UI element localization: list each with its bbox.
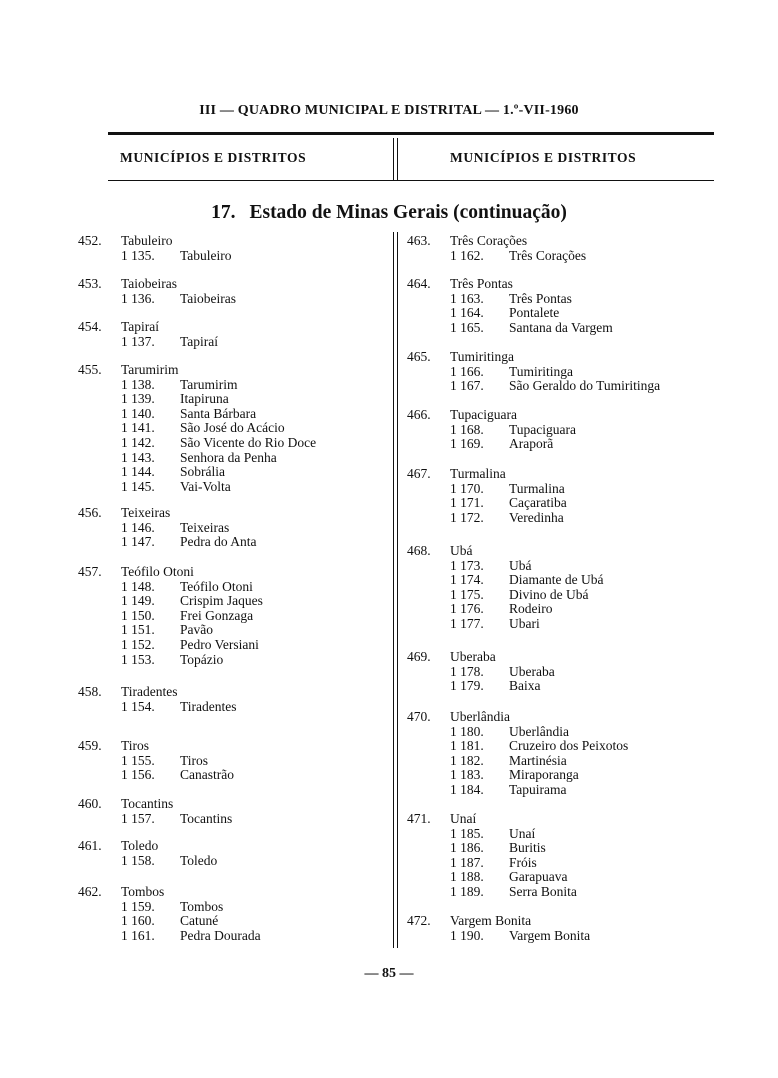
district-name: Tiros: [180, 752, 209, 768]
district-code: 1 158.: [121, 852, 155, 868]
district-name: Veredinha: [509, 509, 564, 525]
column-divider: [397, 232, 398, 948]
municipality-entry: [78, 885, 388, 943]
district-name: Canastrão: [180, 767, 234, 783]
district-code: 1 135.: [121, 247, 155, 263]
municipality-name: Tombos: [121, 884, 165, 899]
column-heading-left: MUNICÍPIOS E DISTRITOS: [120, 150, 307, 165]
municipality-name: Tabuleiro: [121, 233, 173, 248]
district-code: 1 186.: [450, 840, 484, 856]
municipality-name: Tarumirim: [121, 362, 179, 377]
district-code: 1 171.: [450, 495, 484, 511]
municipality-entry: [407, 650, 712, 694]
district-code: 1 144.: [121, 464, 155, 480]
municipality-name: Ubá: [450, 543, 473, 558]
municipality-number: 465.: [407, 349, 431, 364]
district-row: [407, 511, 712, 526]
municipality-name: Teófilo Otoni: [121, 564, 194, 579]
municipality-entry: [407, 544, 712, 632]
municipality-name: Tapiraí: [121, 319, 160, 334]
district-name: Três Corações: [509, 247, 587, 263]
district-row: [407, 665, 712, 680]
district-name: Senhora da Penha: [180, 449, 277, 465]
district-name: Tumiritinga: [509, 363, 574, 379]
municipality-number: 470.: [407, 709, 431, 724]
district-code: 1 177.: [450, 615, 484, 631]
district-code: 1 140.: [121, 405, 155, 421]
district-code: 1 161.: [121, 927, 155, 943]
district-code: 1 157.: [121, 810, 155, 826]
district-row: [407, 827, 712, 842]
district-name: Vargem Bonita: [509, 927, 591, 943]
district-code: 1 185.: [450, 825, 484, 841]
municipality-number: 462.: [78, 884, 102, 899]
municipality-entry: [78, 839, 388, 868]
district-code: 1 162.: [450, 247, 484, 263]
district-name: Cruzeiro dos Peixotos: [509, 738, 629, 754]
district-name: Pavão: [180, 622, 213, 638]
district-code: 1 137.: [121, 333, 155, 349]
municipality-entry: [407, 812, 712, 900]
municipality-number: 455.: [78, 362, 102, 377]
district-code: 1 152.: [121, 636, 155, 652]
municipality-number: 460.: [78, 796, 102, 811]
district-code: 1 159.: [121, 898, 155, 914]
page-number: — 85 —: [364, 966, 414, 981]
municipality-name: Toledo: [121, 838, 159, 853]
municipality-number: 453.: [78, 276, 102, 291]
district-name: Garapuava: [509, 869, 568, 885]
municipality-entry: [78, 234, 388, 263]
district-name: Pedra Dourada: [180, 927, 261, 943]
district-code: 1 163.: [450, 290, 484, 306]
municipality-entry: [78, 739, 388, 783]
municipality-number: 468.: [407, 543, 431, 558]
municipality-entry: [407, 408, 712, 452]
district-code: 1 153.: [121, 651, 155, 667]
municipality-name: Tupaciguara: [450, 407, 517, 422]
district-row: [407, 482, 712, 497]
district-code: 1 145.: [121, 478, 155, 494]
district-code: 1 181.: [450, 738, 484, 754]
district-code: 1 156.: [121, 767, 155, 783]
district-code: 1 178.: [450, 663, 484, 679]
district-row: [407, 496, 712, 511]
municipality-entry: [78, 506, 388, 550]
district-code: 1 143.: [121, 449, 155, 465]
municipality-number: 452.: [78, 233, 102, 248]
district-name: Tabuleiro: [180, 247, 232, 263]
district-code: 1 147.: [121, 534, 155, 550]
column-divider: [397, 138, 398, 180]
district-name: Baixa: [509, 678, 541, 694]
municipality-entry: [78, 277, 388, 306]
district-row: [407, 725, 712, 740]
district-row: [78, 929, 388, 944]
district-code: 1 169.: [450, 436, 484, 452]
district-name: Pedra do Anta: [180, 534, 257, 550]
district-row: [407, 559, 712, 574]
district-code: 1 151.: [121, 622, 155, 638]
district-code: 1 182.: [450, 752, 484, 768]
district-name: Três Pontas: [509, 290, 572, 306]
district-code: 1 189.: [450, 883, 484, 899]
district-row: [407, 929, 712, 944]
district-code: 1 184.: [450, 781, 484, 797]
district-code: 1 148.: [121, 578, 155, 594]
district-row: [78, 900, 388, 915]
district-code: 1 175.: [450, 586, 484, 602]
district-code: 1 183.: [450, 767, 484, 783]
municipality-number: 457.: [78, 564, 102, 579]
district-name: Divino de Ubá: [509, 586, 589, 602]
district-name: Santa Bárbara: [180, 405, 257, 421]
district-name: Toledo: [180, 852, 218, 868]
municipality-entry: [407, 234, 712, 263]
municipality-name: Uberaba: [450, 649, 496, 664]
district-row: [407, 292, 712, 307]
district-name: Tupaciguara: [509, 421, 576, 437]
district-name: Sobrália: [180, 464, 225, 480]
section-number: 17.: [211, 202, 236, 223]
district-name: Teixeiras: [180, 519, 230, 535]
municipality-number: 464.: [407, 276, 431, 291]
district-row: [78, 580, 388, 595]
district-row: [78, 914, 388, 929]
district-name: Crispim Jaques: [180, 593, 263, 609]
district-name: Catuné: [180, 913, 219, 929]
municipality-entry: [78, 565, 388, 667]
district-name: São Vicente do Rio Doce: [180, 434, 317, 450]
municipality-number: 459.: [78, 738, 102, 753]
municipality-name: Tiradentes: [121, 684, 178, 699]
municipality-name: Tumiritinga: [450, 349, 515, 364]
district-name: Martinésia: [509, 752, 567, 768]
district-name: Turmalina: [509, 480, 565, 496]
municipality-entry: [78, 797, 388, 826]
municipality-entry: [78, 320, 388, 349]
district-name: Uberaba: [509, 663, 555, 679]
district-row: [407, 588, 712, 603]
district-name: Tombos: [180, 898, 224, 914]
section-name: Estado de Minas Gerais (continuação): [249, 202, 567, 223]
district-name: Tocantins: [180, 810, 233, 826]
district-row: [407, 679, 712, 694]
district-name: São José do Acácio: [180, 420, 285, 436]
district-name: Diamante de Ubá: [509, 572, 604, 588]
district-code: 1 154.: [121, 698, 155, 714]
district-row: [407, 437, 712, 452]
municipality-number: 471.: [407, 811, 431, 826]
district-row: [407, 602, 712, 617]
district-name: Vai-Volta: [180, 478, 231, 494]
district-row: [407, 754, 712, 769]
municipality-name: Teixeiras: [121, 505, 171, 520]
district-row: [407, 617, 712, 632]
district-row: [407, 365, 712, 380]
district-name: Ubari: [509, 615, 540, 631]
district-code: 1 180.: [450, 723, 484, 739]
district-row: [78, 653, 388, 668]
district-code: 1 176.: [450, 601, 484, 617]
municipality-name: Três Corações: [450, 233, 528, 248]
district-code: 1 138.: [121, 376, 155, 392]
district-code: 1 187.: [450, 854, 484, 870]
district-code: 1 190.: [450, 927, 484, 943]
municipality-entry: [407, 467, 712, 525]
district-code: 1 179.: [450, 678, 484, 694]
municipality-number: 458.: [78, 684, 102, 699]
district-code: 1 173.: [450, 557, 484, 573]
district-row: [407, 423, 712, 438]
municipality-entry: [407, 710, 712, 798]
district-row: [407, 783, 712, 798]
district-row: [407, 885, 712, 900]
column-divider: [393, 232, 394, 948]
district-row: [78, 335, 388, 350]
district-name: Uberlândia: [509, 723, 569, 739]
district-code: 1 155.: [121, 752, 155, 768]
district-row: [78, 407, 388, 422]
district-code: 1 188.: [450, 869, 484, 885]
district-code: 1 141.: [121, 420, 155, 436]
district-name: Tapuirama: [509, 781, 567, 797]
district-name: Pontalete: [509, 305, 560, 321]
district-name: Tapiraí: [180, 333, 219, 349]
district-name: Araporã: [509, 436, 554, 452]
district-row: [78, 378, 388, 393]
district-code: 1 139.: [121, 391, 155, 407]
district-name: Pedro Versiani: [180, 636, 259, 652]
district-row: [78, 480, 388, 495]
district-code: 1 172.: [450, 509, 484, 525]
district-name: Tiradentes: [180, 698, 237, 714]
district-row: [407, 856, 712, 871]
district-row: [407, 306, 712, 321]
district-name: Taiobeiras: [180, 290, 237, 306]
district-code: 1 167.: [450, 378, 484, 394]
district-code: 1 146.: [121, 519, 155, 535]
district-row: [78, 292, 388, 307]
municipality-number: 472.: [407, 913, 431, 928]
district-row: [78, 768, 388, 783]
district-name: Rodeiro: [509, 601, 553, 617]
district-name: Miraporanga: [509, 767, 579, 783]
district-code: 1 136.: [121, 290, 155, 306]
municipality-entry: [407, 914, 712, 943]
district-name: Teófilo Otoni: [180, 578, 253, 594]
municipality-entry: [78, 363, 388, 494]
district-row: [78, 854, 388, 869]
district-name: Serra Bonita: [509, 883, 577, 899]
municipality-name: Vargem Bonita: [450, 913, 532, 928]
district-name: Fróis: [509, 854, 537, 870]
district-row: [78, 638, 388, 653]
district-row: [78, 465, 388, 480]
district-row: [78, 754, 388, 769]
district-name: Itapiruna: [180, 391, 229, 407]
district-row: [78, 421, 388, 436]
district-code: 1 165.: [450, 319, 484, 335]
district-row: [78, 535, 388, 550]
district-row: [78, 609, 388, 624]
district-code: 1 150.: [121, 607, 155, 623]
district-row: [407, 870, 712, 885]
district-name: Santana da Vargem: [509, 319, 613, 335]
heading-rule: [108, 180, 714, 181]
municipality-name: Unaí: [450, 811, 477, 826]
district-name: Ubá: [509, 557, 532, 573]
district-row: [407, 379, 712, 394]
municipality-number: 456.: [78, 505, 102, 520]
header-rule: [108, 132, 714, 135]
district-name: Frei Gonzaga: [180, 607, 254, 623]
district-name: Buritis: [509, 840, 546, 856]
district-row: [78, 812, 388, 827]
district-row: [78, 249, 388, 264]
district-code: 1 142.: [121, 434, 155, 450]
municipality-name: Uberlândia: [450, 709, 510, 724]
district-name: Unaí: [509, 825, 536, 841]
column-heading-right: MUNICÍPIOS E DISTRITOS: [450, 150, 637, 165]
running-title: III — QUADRO MUNICIPAL E DISTRITAL — 1.º-VII-1960: [199, 103, 579, 118]
district-code: 1 174.: [450, 572, 484, 588]
district-row: [407, 841, 712, 856]
municipality-number: 469.: [407, 649, 431, 664]
district-row: [407, 768, 712, 783]
district-row: [407, 573, 712, 588]
district-code: 1 164.: [450, 305, 484, 321]
district-code: 1 168.: [450, 421, 484, 437]
district-row: [78, 451, 388, 466]
district-name: Topázio: [180, 651, 224, 667]
district-row: [407, 321, 712, 336]
district-row: [78, 521, 388, 536]
district-row: [78, 623, 388, 638]
municipality-name: Turmalina: [450, 466, 506, 481]
district-row: [407, 739, 712, 754]
district-row: [407, 249, 712, 264]
district-row: [78, 436, 388, 451]
municipality-entry: [407, 350, 712, 394]
municipality-number: 467.: [407, 466, 431, 481]
municipality-number: 454.: [78, 319, 102, 334]
district-code: 1 160.: [121, 913, 155, 929]
municipality-entry: [407, 277, 712, 335]
district-row: [78, 700, 388, 715]
district-code: 1 170.: [450, 480, 484, 496]
municipality-number: 461.: [78, 838, 102, 853]
municipality-number: 466.: [407, 407, 431, 422]
municipality-name: Taiobeiras: [121, 276, 178, 291]
municipality-entry: [78, 685, 388, 714]
district-row: [78, 392, 388, 407]
district-code: 1 149.: [121, 593, 155, 609]
district-code: 1 166.: [450, 363, 484, 379]
section-title: [0, 202, 778, 224]
municipality-name: Três Pontas: [450, 276, 513, 291]
municipality-number: 463.: [407, 233, 431, 248]
municipality-name: Tocantins: [121, 796, 174, 811]
district-name: São Geraldo do Tumiritinga: [509, 378, 661, 394]
municipality-name: Tiros: [121, 738, 150, 753]
district-name: Tarumirim: [180, 376, 238, 392]
district-name: Caçaratiba: [509, 495, 567, 511]
column-divider: [393, 138, 394, 180]
district-row: [78, 594, 388, 609]
